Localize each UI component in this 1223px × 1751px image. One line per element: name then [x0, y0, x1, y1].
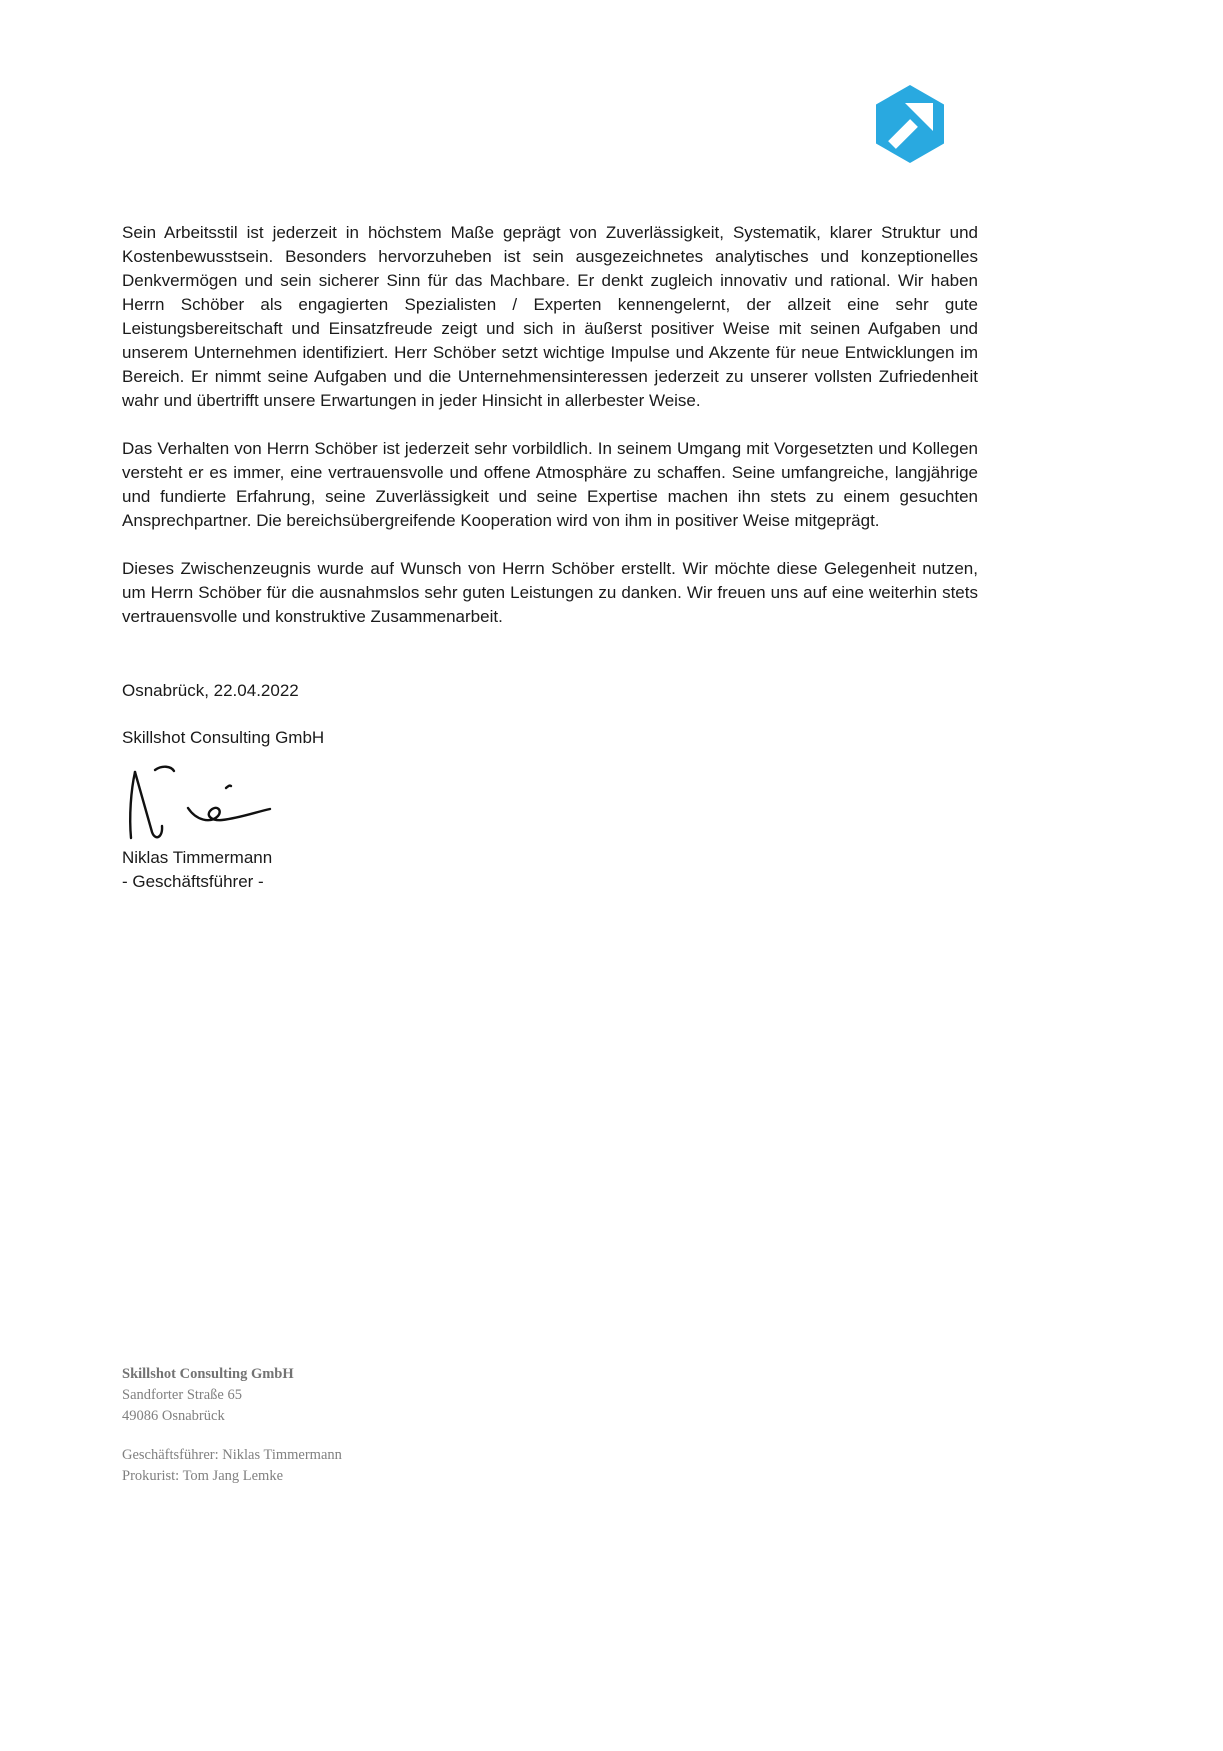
paragraph-conduct: Das Verhalten von Herrn Schöber ist jederzeit sehr vorbildlich. In seinem Umgang mit Vorgesetzten und Kollegen versteht er es immer, eine vertrauensvolle und offene Atmosphäre zu schaffen. Seine umfangreiche, langjährige und fundierte Erfahrung, seine Zuverlässigkeit und seine Expertise machen ihn stets zu einem gesuchten Ansprechpartner. Die bereichsübergreifende Kooperation wird von ihm in positiver Weise mitgeprägt. — [122, 439, 978, 530]
letter-content — [122, 221, 978, 894]
letter-footer — [122, 1364, 622, 1487]
paragraph-closing: Dieses Zwischenzeugnis wurde auf Wunsch von Herrn Schöber erstellt. Wir möchte diese Gelegenheit nutzen, um Herrn Schöber für die ausnahmslos sehr guten Leistungen zu danken. Wir freuen uns auf eine weiterhin stets vertrauensvolle und konstruktive Zusammenarbeit. — [122, 559, 978, 626]
company-name: Skillshot Consulting GmbH — [122, 728, 325, 747]
signer-title: - Geschäftsführer - — [122, 872, 264, 891]
footer-spacer — [122, 1427, 622, 1445]
footer-city: 49086 Osnabrück — [122, 1408, 225, 1424]
signature-image — [122, 764, 322, 846]
signer-name: Niklas Timmermann — [122, 848, 273, 867]
paragraph-work-style: Sein Arbeitsstil ist jederzeit in höchstem Maße geprägt von Zuverlässigkeit, Systematik, klarer Struktur und Kostenbewusstsein. Besonders hervorzuheben ist sein ausgezeichnetes analytisches und konzeptionelles Denkvermögen und sein sicherer Sinn für das Machbare. Er denkt zugleich innovativ und rational. Wir haben Herrn Schöber als engagierten Spezialisten / Experten kennengelernt, der allzeit eine sehr gute Leistungsbereitschaft und Einsatzfreude zeigt und sich in äußerst positiver Weise mit seinen Aufgaben und unserem Unternehmen identifiziert. Herr Schöber setzt wichtige Impulse und Akzente für neue Entwicklungen im Bereich. Er nimmt seine Aufgaben und die Unternehmensinteressen jederzeit zu unserer vollsten Zufriedenheit wahr und übertrifft unsere Erwartungen in jeder Hinsicht in allerbester Weise. — [122, 223, 978, 410]
footer-company: Skillshot Consulting GmbH — [122, 1366, 294, 1382]
footer-prokurist: Prokurist: Tom Jang Lemke — [122, 1468, 284, 1484]
signature-stroke — [122, 764, 322, 846]
skillshot-logo — [876, 84, 944, 164]
footer-managing-director: Geschäftsführer: Niklas Timmermann — [122, 1447, 342, 1463]
footer-street: Sandforter Straße 65 — [122, 1387, 242, 1403]
hexagon-arrow-icon — [876, 84, 944, 164]
place-and-date: Osnabrück, 22.04.2022 — [122, 681, 299, 700]
